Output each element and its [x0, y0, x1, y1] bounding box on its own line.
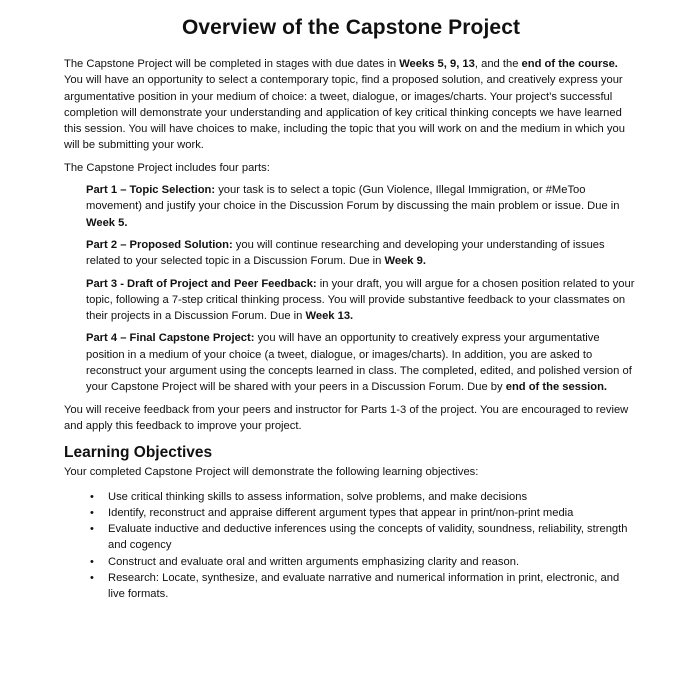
closing-paragraph: You will receive feedback from your peers and instructor for Parts 1-3 of the project. You are encouraged to review and apply this feedback to improve your project. [64, 403, 629, 432]
intro-text-2: , and the [474, 58, 522, 70]
intro-weeks: Weeks 5, 9, 13 [399, 58, 475, 70]
bullet-icon: • [90, 523, 94, 536]
part-due: Week 13. [305, 310, 354, 323]
intro-text-3: You will have an opportunity to select a contemporary topic, find a proposed solution, and creatively express your argumentative position in your medium of choice: a tweet, dialogue, or images/charts. Your project’s successful completion will demonstrate your understanding and application of key critical thinking concepts we have learned this session. You will have choices to make, including the topic that you will work on and the medium in which you will be submitting your work. [64, 74, 625, 152]
page-title: Overview of the Capstone Project [181, 16, 521, 39]
part-2 [86, 237, 638, 270]
objective-text: Evaluate inductive and deductive inferences using the concepts of validity, soundness, reliability, strength and cogency [108, 523, 628, 552]
intro-text-1: The Capstone Project will be completed in stages with due dates in [64, 58, 400, 70]
objective-text: Research: Locate, synthesize, and evaluate narrative and numerical information in print, electronic, and live formats. [108, 572, 620, 601]
learning-objectives-intro: Your completed Capstone Project will demonstrate the following learning objectives: [64, 466, 479, 479]
part-text: in your draft, you will argue for a chosen position related to your topic, following a 7-step critical thinking process. You will provide substantive feedback to your classmates on their projects in a Discussion Forum. Due in [86, 277, 635, 323]
part-due: end of the session. [505, 381, 608, 394]
part-3 [86, 276, 638, 325]
objective-text: Identify, reconstruct and appraise different argument types that appear in print/non-print media [108, 506, 574, 519]
part-label: Part 1 – Topic Selection: [86, 184, 216, 197]
list-item [88, 489, 638, 505]
part-due: Week 5. [86, 216, 128, 229]
part-text: your task is to select a topic (Gun Violence, Illegal Immigration, or #MeToo movement) and justify your choice in the Discussion Forum by discussing the main problem or issue. Due in [86, 184, 620, 213]
part-label: Part 3 - Draft of Project and Peer Feedback: [86, 277, 317, 290]
bullet-icon: • [90, 555, 94, 568]
part-label: Part 2 – Proposed Solution: [86, 238, 233, 251]
bullet-icon: • [90, 490, 94, 503]
list-item [88, 554, 638, 570]
list-item [88, 570, 638, 603]
part-text: you will have an opportunity to creatively express your argumentative position in a medium of your choice (a tweet, dialogue, or images/charts). In addition, you are asked to reconstruct your argument using the concepts learned in class. The completed, edited, and polished version of your Capstone Project will be shared with your peers in a Discussion Forum. Due by [86, 332, 632, 394]
objective-text: Use critical thinking skills to assess information, solve problems, and make decisions [108, 490, 528, 503]
part-label: Part 4 – Final Capstone Project: [86, 332, 255, 345]
list-item [88, 505, 638, 521]
intro-end-of-course: end of the course. [521, 58, 618, 70]
part-4 [86, 330, 638, 395]
parts-intro: The Capstone Project includes four parts: [64, 161, 270, 174]
intro-paragraph [64, 56, 638, 154]
part-1 [86, 182, 638, 231]
bullet-icon: • [90, 572, 94, 585]
learning-objectives-heading: Learning Objectives [64, 444, 213, 462]
part-text: you will continue researching and developing your understanding of issues related to your selected topic in a Discussion Forum. Due in [86, 238, 605, 268]
bullet-icon: • [90, 506, 94, 519]
list-item [88, 521, 638, 554]
learning-objectives-list [64, 489, 638, 603]
objective-text: Construct and evaluate oral and written arguments emphasizing clarity and reason. [108, 555, 520, 568]
part-due: Week 9. [384, 255, 426, 268]
